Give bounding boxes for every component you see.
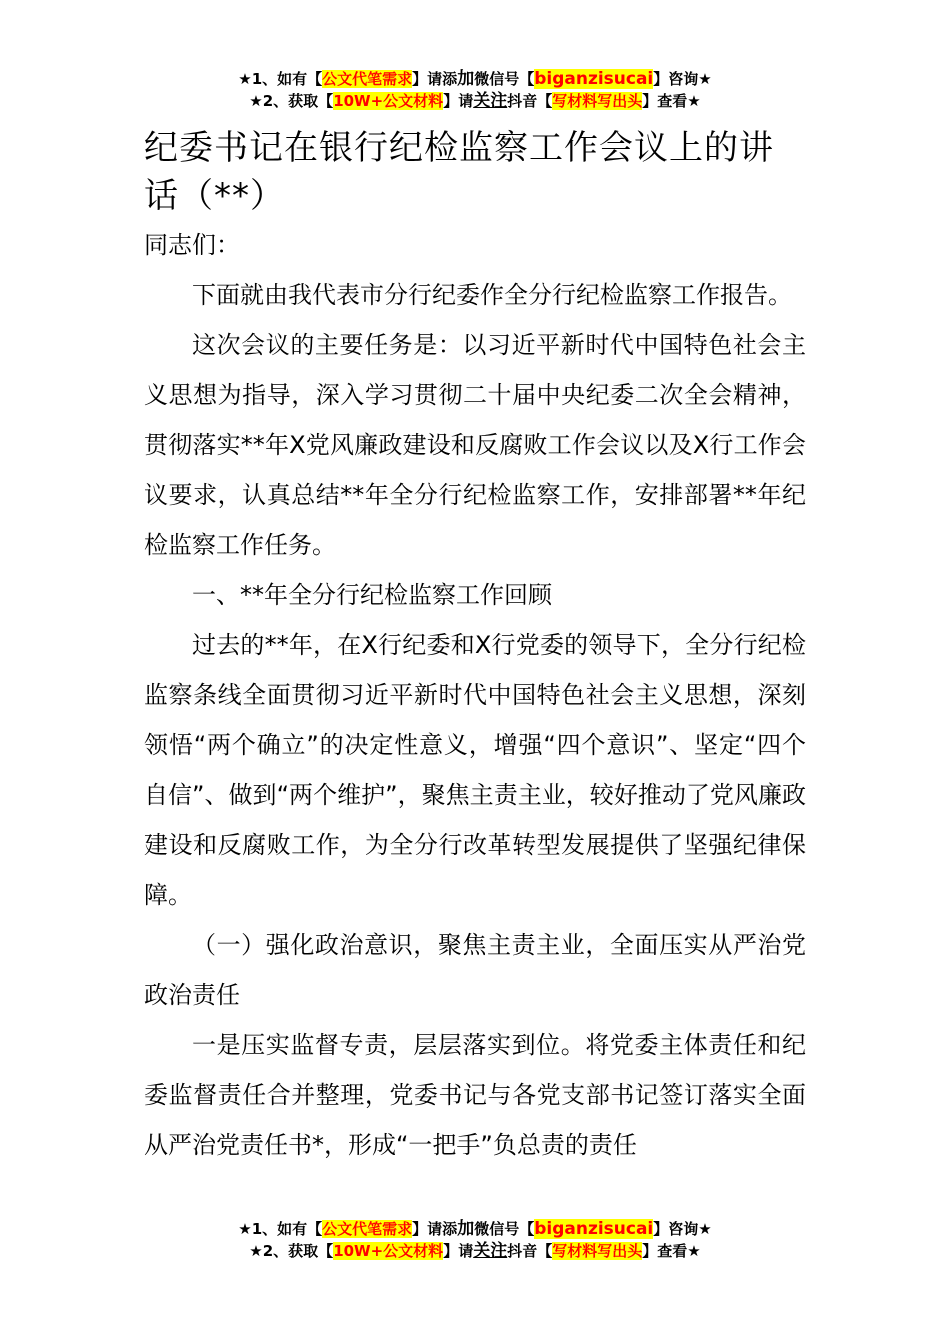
banner-line-2 [0, 90, 950, 112]
banner-text: 加 [457, 69, 475, 89]
banner-line-1 [0, 1218, 950, 1240]
header-banner [0, 68, 950, 112]
banner-highlight: biganzisucai [534, 69, 654, 89]
banner-text: ★2、获取【 [249, 1242, 334, 1260]
banner-highlight: 公文代笔需求 [322, 70, 413, 88]
banner-text: 】请添 [412, 70, 458, 88]
paragraph: 下面就由我代表市分行纪委作全分行纪检监察工作报告。 [192, 281, 792, 309]
document-title: 纪委书记在银行纪检监察工作会议上的讲话（**） [144, 128, 774, 216]
banner-text: 】请 [443, 92, 474, 110]
banner-text: 微信号【 [474, 70, 535, 88]
footer-banner [0, 1218, 950, 1262]
banner-text: 抖音【 [507, 92, 553, 110]
banner-text: 微信号【 [474, 1220, 535, 1238]
banner-highlight: 写材料写出头 [552, 1242, 643, 1260]
banner-highlight: 写材料写出头 [552, 92, 643, 110]
banner-text: 关注 [473, 1241, 508, 1261]
section-heading: 一、**年全分行纪检监察工作回顾 [192, 581, 552, 609]
banner-highlight: 10W+公文材料 [333, 92, 444, 110]
banner-text: 】请 [443, 1242, 474, 1260]
banner-highlight: 10W+公文材料 [333, 1242, 444, 1260]
paragraph: 过去的**年，在X行纪委和X行党委的领导下，全分行纪检监察条线全面贯彻习近平新时代中国特色社会主义思想，深刻领悟“两个确立”的决定性意义，增强“四个意识”、坚定“四个自信”、做到“两个维护”，聚焦主责主业，较好推动了党风廉政建设和反腐败工作，为全分行改革转型发展提供了坚强纪律保障。 [144, 631, 806, 909]
banner-text: ★2、获取【 [249, 92, 334, 110]
banner-text: 】查看★ [642, 1242, 701, 1260]
banner-line-2 [0, 1240, 950, 1262]
banner-text: 】咨询★ [653, 1220, 712, 1238]
banner-text: ★1、如有【 [238, 1220, 323, 1238]
banner-line-1 [0, 68, 950, 90]
banner-highlight: 公文代笔需求 [322, 1220, 413, 1238]
subsection-heading: （一）强化政治意识，聚焦主责主业，全面压实从严治党政治责任 [144, 931, 806, 1009]
banner-text: 抖音【 [507, 1242, 553, 1260]
paragraph: 这次会议的主要任务是：以习近平新时代中国特色社会主义思想为指导，深入学习贯彻二十届中央纪委二次全会精神，贯彻落实**年X党风廉政建设和反腐败工作会议以及X行工作会议要求，认真总结**年全分行纪检监察工作，安排部署**年纪检监察工作任务。 [144, 331, 806, 559]
banner-text: ★1、如有【 [238, 70, 323, 88]
banner-text: 关注 [473, 91, 508, 111]
salutation: 同志们： [144, 231, 240, 259]
banner-text: 】咨询★ [653, 70, 712, 88]
banner-highlight: biganzisucai [534, 1219, 654, 1239]
document-body [144, 124, 806, 1170]
banner-text: 】请添 [412, 1220, 458, 1238]
banner-text: 】查看★ [642, 92, 701, 110]
paragraph: 一是压实监督专责，层层落实到位。将党委主体责任和纪委监督责任合并整理，党委书记与各党支部书记签订落实全面从严治党责任书*，形成“一把手”负总责的责任 [144, 1031, 806, 1159]
banner-text: 加 [457, 1219, 475, 1239]
